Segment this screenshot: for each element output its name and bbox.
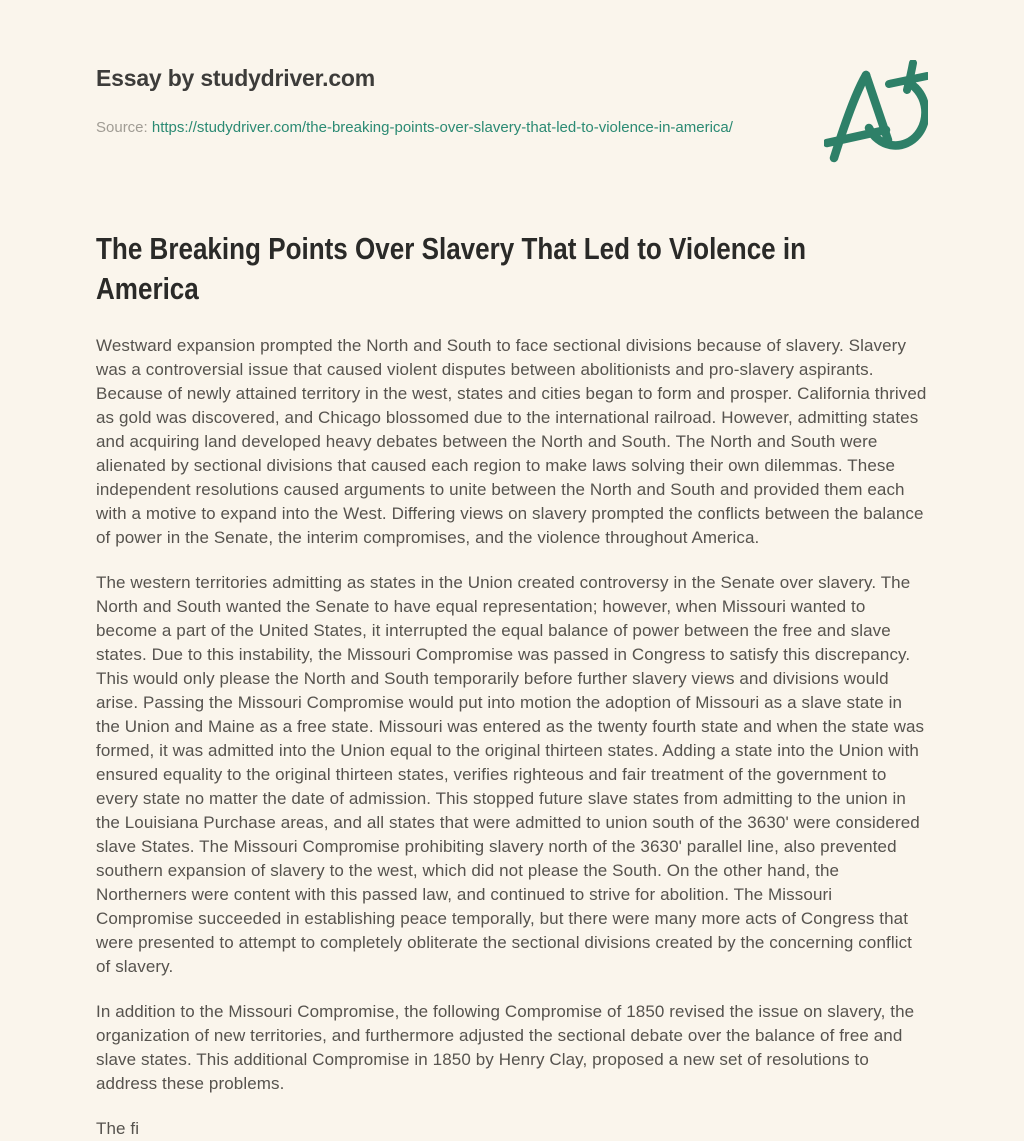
essay-paragraph: The fi <box>96 1119 140 1138</box>
essay-paragraph: Westward expansion prompted the North and South to face sectional divisions because of slavery. Slavery was a controversial issue that caused violent disputes between abolitionists and pro-slavery aspirants. Because of newly attained territory in the west, states and cities began to form and prosper. California thrived as gold was discovered, and Chicago blossomed due to the international railroad. However, admitting states and acquiring land developed heavy debates between the North and South. The North and South were alienated by sectional divisions that caused each region to make laws solving their own dilemmas. These independent resolutions caused arguments to unite between the North and South and provided them each with a motive to expand into the West. Differing views on slavery prompted the conflicts between the balance of power in the Senate, the interim compromises, and the violence throughout America. <box>96 336 927 547</box>
source-label: Source: <box>96 119 148 136</box>
page-header <box>96 64 928 139</box>
essay-paragraph: The western territories admitting as states in the Union created controversy in the Senate over slavery. The North and South wanted the Senate to have equal representation; however, when Missouri wanted to become a part of the United States, it interrupted the equal balance of power between the free and slave states. Due to this instability, the Missouri Compromise was passed in Congress to satisfy this discrepancy. This would only please the North and South temporarily before further slavery views and divisions would arise. Passing the Missouri Compromise would put into motion the adoption of Missouri as a slave state in the Union and Maine as a free state. Missouri was entered as the twenty fourth state and when the state was formed, it was admitted into the Union equal to the original thirteen states. Adding a state into the Union with ensured equality to the original thirteen states, verifies righteous and fair treatment of the government to every state no matter the date of admission. This stopped future slave states from admitting to the union in the Louisiana Purchase areas, and all states that were admitted to union south of the 3630' were considered slave States. The Missouri Compromise prohibiting slavery north of the 3630' parallel line, also prevented southern expansion of slavery to the west, which did not please the South. On the other hand, the Northerners were content with this passed law, and continued to strive for abolition. The Missouri Compromise succeeded in establishing peace temporally, but there were many more acts of Congress that were presented to attempt to completely obliterate the sectional divisions created by the concerning conflict of slavery. <box>96 573 925 976</box>
article-title: The Breaking Points Over Slavery That Led to Violence in America <box>96 231 807 306</box>
source-url-link[interactable]: https://studydriver.com/the-breaking-points-over-slavery-that-led-to-violence-in-america/ <box>151 119 733 136</box>
essay-by-heading: Essay by studydriver.com <box>96 65 376 91</box>
a-plus-logo-icon <box>824 60 928 172</box>
source-line <box>96 116 776 139</box>
content-column <box>96 0 928 1141</box>
essay-body <box>96 334 928 1141</box>
essay-paragraph: In addition to the Missouri Compromise, the following Compromise of 1850 revised the issue on slavery, the organization of new territories, and furthermore adjusted the sectional debate over the balance of free and slave states. This additional Compromise in 1850 by Henry Clay, proposed a new set of resolutions to address these problems. <box>96 1002 915 1093</box>
